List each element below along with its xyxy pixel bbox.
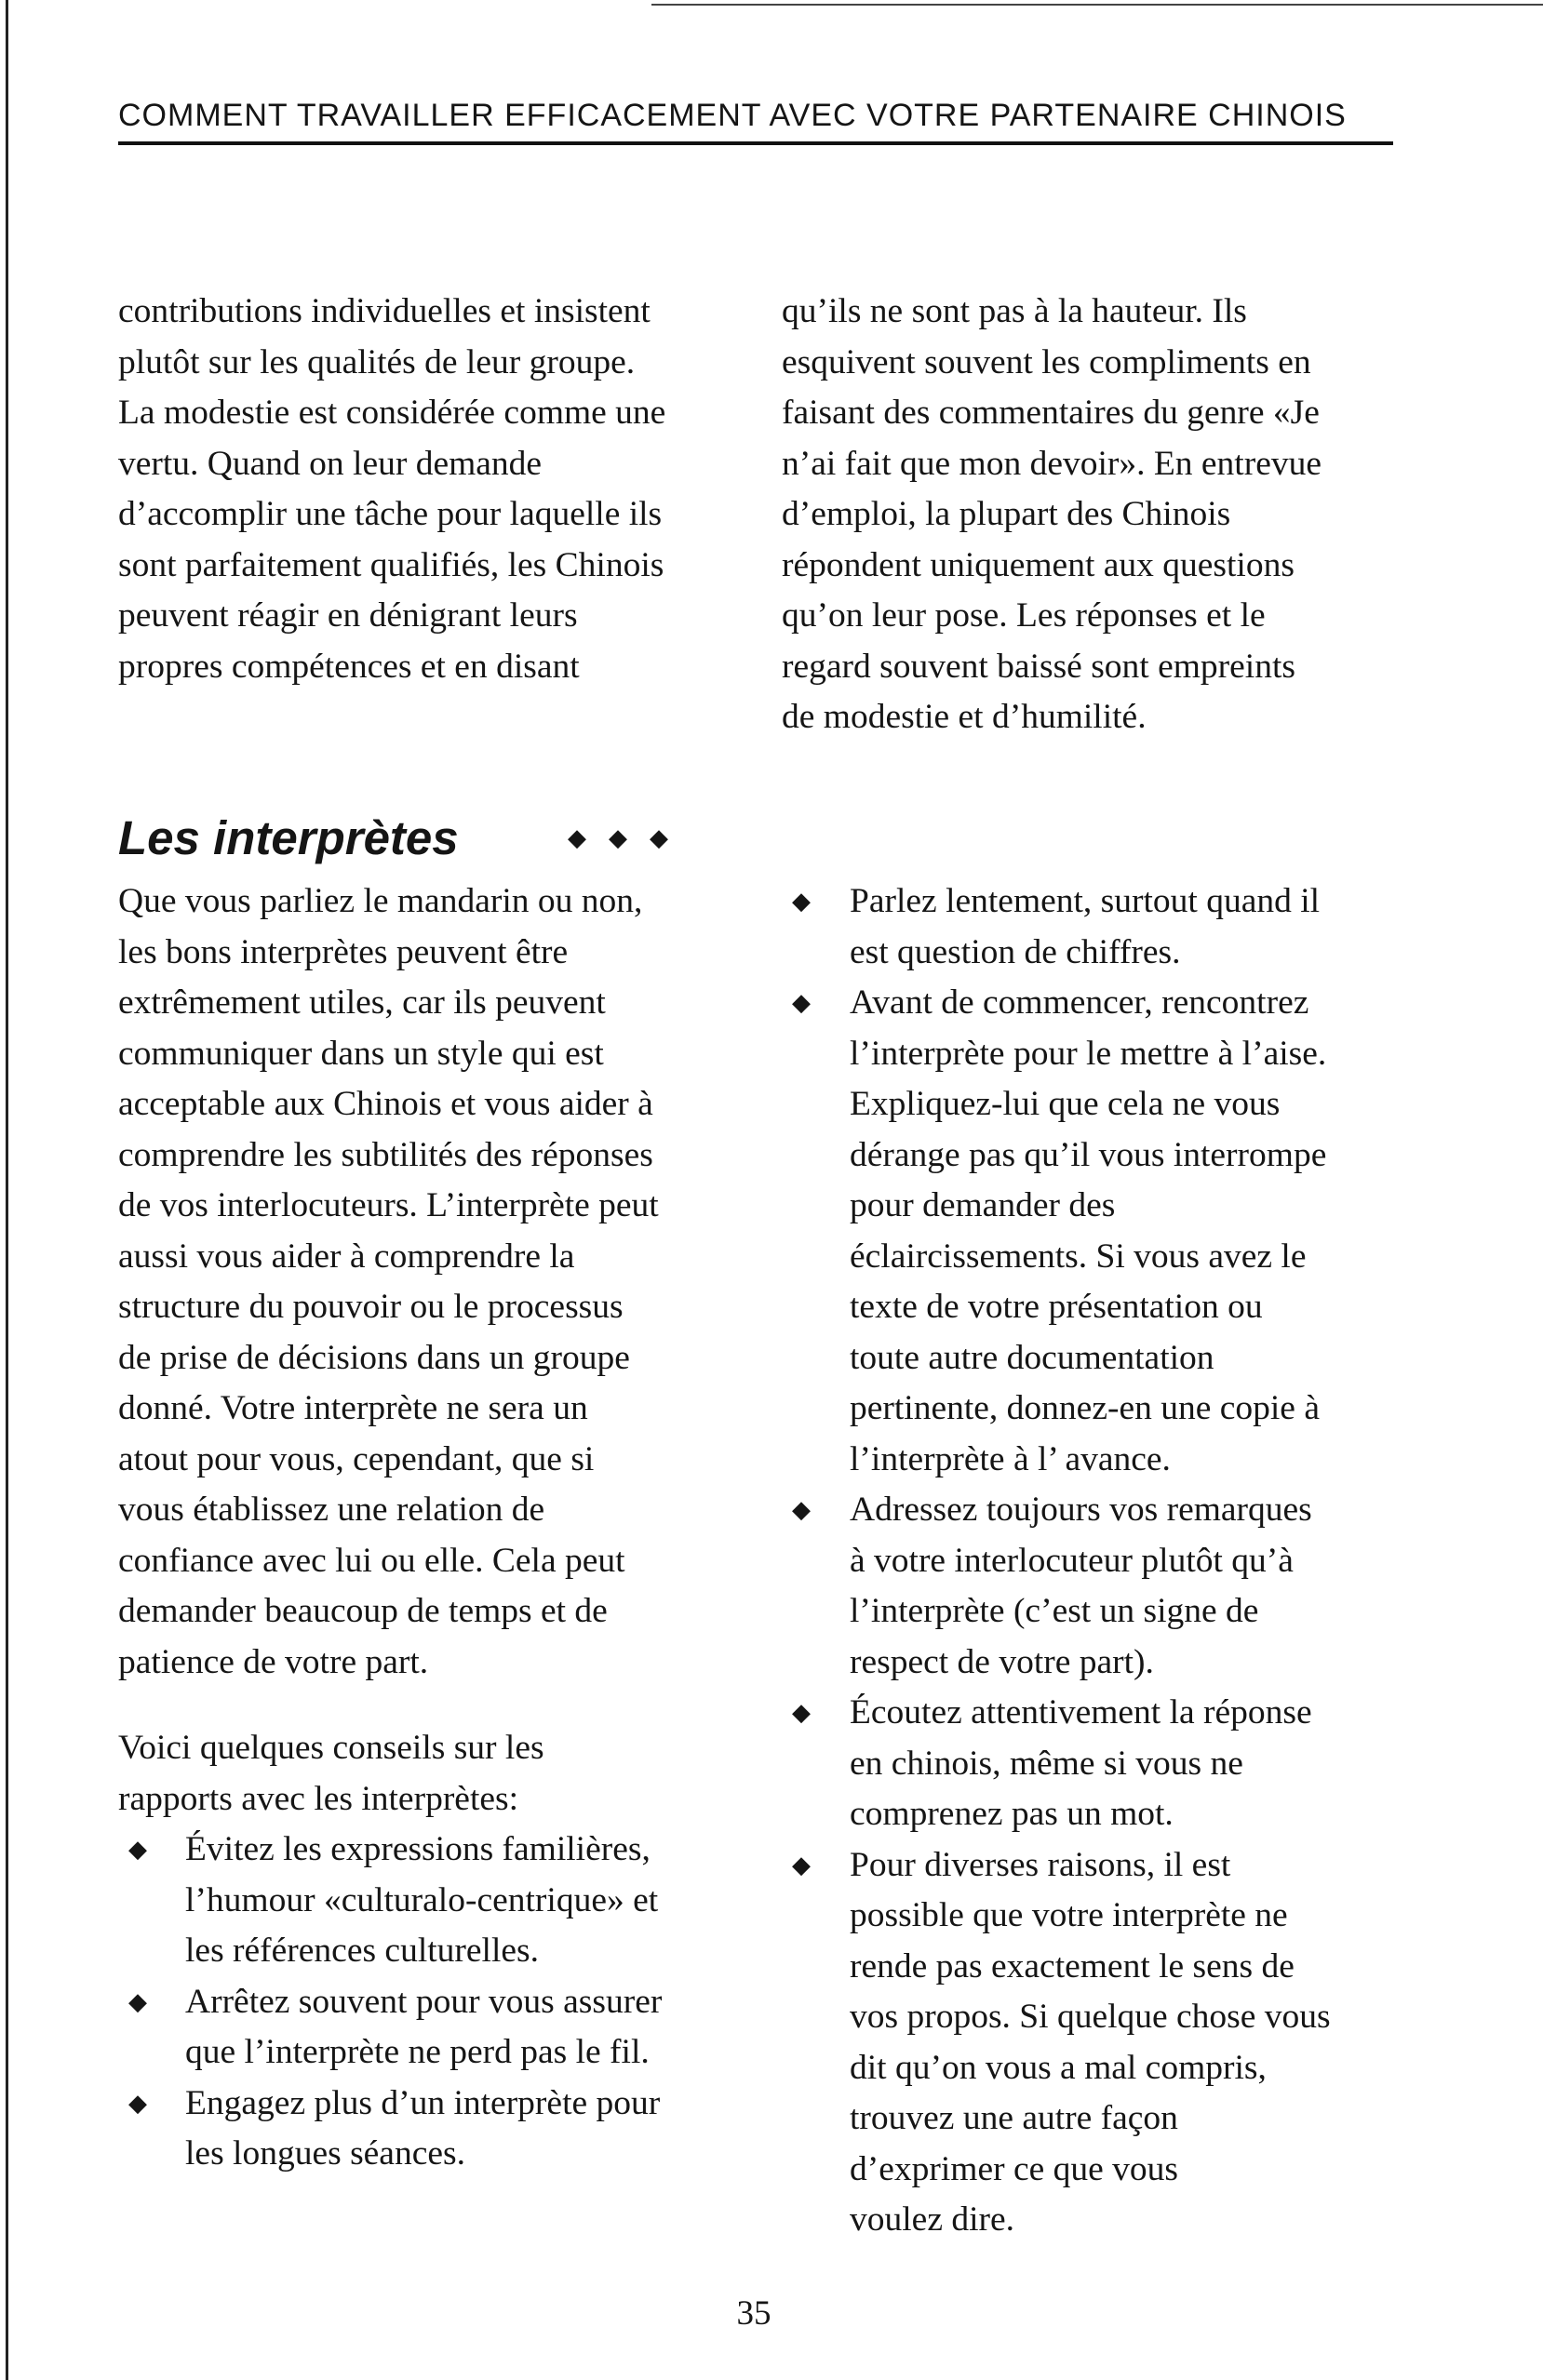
tips-list-left — [118, 1825, 760, 2180]
text-line: les références culturelles. — [185, 1932, 539, 1970]
text-line: Écoutez attentivement la réponse — [850, 1693, 1312, 1732]
text-line: de prise de décisions dans un groupe — [118, 1338, 630, 1377]
text-line: d’exprimer ce que vous — [850, 2149, 1178, 2188]
title-ornament — [557, 815, 679, 862]
text-line: Que vous parliez le mandarin ou non, — [118, 882, 643, 920]
diamond-bullet-icon: ◆ — [128, 2089, 147, 2118]
text-line: vos propos. Si quelque chose vous — [850, 1998, 1331, 2036]
text-line: propres compétences et en disant — [118, 647, 580, 686]
tips-list-right — [782, 876, 1452, 2246]
text-line: confiance avec lui ou elle. Cela peut — [118, 1541, 625, 1580]
text-line: Adressez toujours vos remarques — [850, 1491, 1312, 1529]
text-line: aussi vous aider à comprendre la — [118, 1237, 575, 1276]
text-line: l’interprète (c’est un signe de — [850, 1592, 1259, 1630]
text-line: faisant des commentaires du genre «Je — [782, 394, 1320, 432]
tip-item — [782, 1485, 1452, 1688]
text-line: pour demander des — [850, 1186, 1116, 1224]
tip-item — [782, 1688, 1452, 1840]
tip-item — [782, 876, 1452, 978]
section-right-column — [782, 876, 1452, 2246]
text-line: esquivent souvent les compliments en — [782, 342, 1311, 381]
text-line: communiquer dans un style qui est — [118, 1034, 604, 1073]
text-line: donné. Votre interprète ne sera un — [118, 1389, 588, 1427]
diamond-bullet-icon: ◆ — [128, 1987, 147, 2016]
text-line: vertu. Quand on leur demande — [118, 444, 543, 483]
text-line: toute autre documentation — [850, 1338, 1214, 1377]
tip-item — [782, 1840, 1452, 2246]
diamond-icon: ◆ — [609, 824, 627, 852]
text-line: contributions individuelles et insistent — [118, 292, 651, 330]
text-line: voulez dire. — [850, 2200, 1015, 2239]
text-line: dérange pas qu’il vous interrompe — [850, 1135, 1327, 1174]
intro-left-column — [118, 287, 760, 692]
diamond-icon: ◆ — [650, 824, 668, 852]
text-line: n’ai fait que mon devoir». En entrevue — [782, 444, 1322, 483]
text-line: de modestie et d’humilité. — [782, 698, 1147, 736]
text-line: respect de votre part). — [850, 1642, 1154, 1681]
text-line: en chinois, même si vous ne — [850, 1744, 1243, 1783]
section-left-column — [118, 876, 760, 2180]
text-line: vous établissez une relation de — [118, 1491, 545, 1529]
text-line: éclaircissements. Si vous avez le — [850, 1237, 1307, 1276]
text-line: plutôt sur les qualités de leur groupe. — [118, 342, 636, 381]
diamond-bullet-icon: ◆ — [792, 1699, 811, 1727]
text-line: est question de chiffres. — [850, 932, 1181, 971]
text-line: l’interprète pour le mettre à l’aise. — [850, 1034, 1327, 1073]
text-line: rapports avec les interprètes: — [118, 1779, 519, 1818]
text-line: qu’ils ne sont pas à la hauteur. Ils — [782, 292, 1247, 330]
page-edge-line-top — [651, 4, 1543, 6]
text-line: extrêmement utiles, car ils peuvent — [118, 983, 606, 1022]
text-line: Arrêtez souvent pour vous assurer — [185, 1982, 663, 2021]
text-line: patience de votre part. — [118, 1642, 429, 1681]
text-line: qu’on leur pose. Les réponses et le — [782, 596, 1266, 635]
diamond-icon: ◆ — [568, 824, 586, 852]
text-line: répondent uniquement aux questions — [782, 545, 1295, 584]
text-line: Avant de commencer, rencontrez — [850, 983, 1309, 1022]
diamond-bullet-icon: ◆ — [128, 1836, 147, 1864]
tips-intro — [118, 1723, 760, 1825]
text-line: à votre interlocuteur plutôt qu’à — [850, 1541, 1294, 1580]
diamond-bullet-icon: ◆ — [792, 1851, 811, 1879]
text-line: Engagez plus d’un interprète pour — [185, 2083, 661, 2122]
text-line: l’humour «culturalo-centrique» et — [185, 1880, 659, 1919]
section-paragraph — [118, 876, 760, 1688]
text-line: La modestie est considérée comme une — [118, 394, 666, 432]
tip-item — [118, 2079, 760, 2180]
text-line: pertinente, donnez-en une copie à — [850, 1389, 1320, 1427]
text-line: regard souvent baissé sont empreints — [782, 647, 1295, 686]
text-line: trouvez une autre façon — [850, 2099, 1178, 2137]
text-line: Voici quelques conseils sur les — [118, 1729, 544, 1767]
text-line: peuvent réagir en dénigrant leurs — [118, 596, 578, 635]
text-line: que l’interprète ne perd pas le fil. — [185, 2033, 650, 2071]
text-line: rende pas exactement le sens de — [850, 1946, 1295, 1986]
text-line: Pour diverses raisons, il est — [850, 1845, 1231, 1884]
text-line: Évitez les expressions familières, — [185, 1830, 651, 1868]
text-line: Expliquez-lui que cela ne vous — [850, 1085, 1281, 1123]
text-line: comprendre les subtilités des réponses — [118, 1135, 653, 1174]
intro-right-column — [782, 287, 1452, 743]
diamond-bullet-icon: ◆ — [792, 888, 811, 916]
text-line: d’accomplir une tâche pour laquelle ils — [118, 495, 663, 533]
text-line: comprenez pas un mot. — [850, 1795, 1174, 1833]
text-line: Parlez lentement, surtout quand il — [850, 882, 1321, 920]
tip-item — [782, 978, 1452, 1485]
text-line: texte de votre présentation ou — [850, 1288, 1263, 1326]
text-line: sont parfaitement qualifiés, les Chinois — [118, 545, 664, 584]
text-line: acceptable aux Chinois et vous aider à — [118, 1085, 653, 1123]
diamond-bullet-icon: ◆ — [792, 1496, 811, 1524]
page-edge-line — [6, 0, 8, 2380]
text-line: demander beaucoup de temps et de — [118, 1592, 608, 1630]
text-line: l’interprète à l’ avance. — [850, 1439, 1171, 1478]
running-header: COMMENT TRAVAILLER EFFICACEMENT AVEC VOTRE PARTENAIRE CHINOIS — [118, 91, 1393, 145]
diamond-bullet-icon: ◆ — [792, 989, 811, 1017]
tip-item — [118, 1825, 760, 1977]
section-title: Les interprètes — [118, 811, 459, 864]
text-line: atout pour vous, cependant, que si — [118, 1439, 595, 1478]
text-line: de vos interlocuteurs. L’interprète peut — [118, 1186, 659, 1224]
text-line: d’emploi, la plupart des Chinois — [782, 495, 1231, 533]
page-number: 35 — [736, 2294, 772, 2333]
text-line: dit qu’on vous a mal compris, — [850, 2048, 1267, 2087]
text-line: possible que votre interprète ne — [850, 1896, 1288, 1934]
text-line: les longues séances. — [185, 2134, 465, 2173]
tip-item — [118, 1977, 760, 2079]
text-line: les bons interprètes peuvent être — [118, 932, 569, 971]
text-line: structure du pouvoir ou le processus — [118, 1288, 624, 1326]
